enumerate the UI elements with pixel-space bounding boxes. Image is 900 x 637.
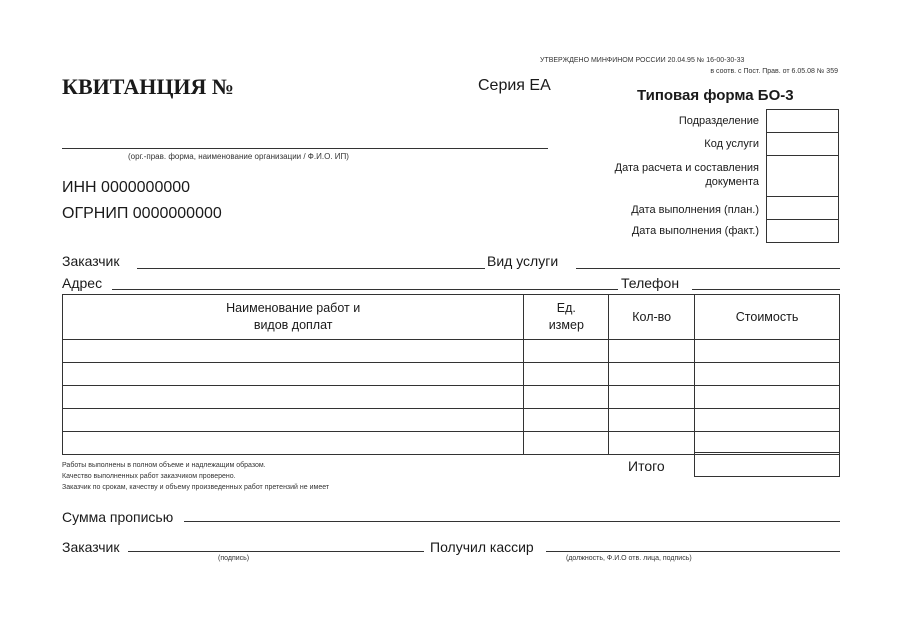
sum-words-label: Сумма прописью (62, 509, 174, 525)
note-line-2: Качество выполненных работ заказчиком проверено. (62, 473, 236, 480)
customer-signature-caption: (подпись) (218, 555, 250, 562)
service-type-label: Вид услуги (487, 253, 559, 269)
receipt-title: КВИТАНЦИЯ № (62, 74, 235, 99)
approval-line-2: в соотв. с Пост. Прав. от 6.05.08 № 359 (710, 68, 838, 75)
signature-customer-label: Заказчик (62, 539, 120, 555)
address-label: Адрес (62, 275, 103, 291)
cashier-signature-caption: (должность, Ф.И.О отв. лица, подпись) (566, 555, 692, 562)
side-label-fact-date: Дата выполнения (факт.) (631, 225, 759, 237)
table-cell[interactable] (524, 432, 609, 455)
table-cell[interactable] (63, 432, 524, 455)
table-cell[interactable] (524, 363, 609, 386)
sum-words-line[interactable] (184, 521, 840, 522)
table-cell[interactable] (695, 409, 840, 432)
customer-line[interactable] (137, 268, 485, 269)
header-cost: Стоимость (695, 295, 840, 340)
cashier-label: Получил кассир (430, 539, 534, 555)
table-cell[interactable] (609, 340, 695, 363)
approval-line-1: УТВЕРЖДЕНО МИНФИНОМ РОССИИ 20.04.95 № 16-00-30-33 (540, 57, 745, 64)
table-cell[interactable] (609, 432, 695, 455)
table-cell[interactable] (695, 386, 840, 409)
address-line[interactable] (112, 289, 618, 290)
table-cell[interactable] (609, 409, 695, 432)
side-label-plan-date: Дата выполнения (план.) (631, 204, 759, 216)
header-quantity: Кол-во (609, 295, 695, 340)
table-header-row (63, 295, 840, 340)
table-cell[interactable] (63, 340, 524, 363)
form-type: Типовая форма БО-3 (637, 87, 794, 104)
service-code-box[interactable] (766, 132, 839, 156)
organization-caption: (орг.-прав. форма, наименование организации / Ф.И.О. ИП) (128, 152, 349, 161)
table-cell[interactable] (524, 386, 609, 409)
table-cell[interactable] (609, 363, 695, 386)
customer-label: Заказчик (62, 253, 120, 269)
header-unit: Ед. измер (524, 295, 609, 340)
plan-date-box[interactable] (766, 196, 839, 220)
customer-signature-line[interactable] (128, 551, 424, 552)
phone-label: Телефон (621, 275, 680, 291)
organization-line[interactable] (62, 148, 548, 149)
series-label: Серия ЕА (478, 77, 551, 94)
table-row (63, 386, 840, 409)
note-line-3: Заказчик по срокам, качеству и объему произведенных работ претензий не имеет (62, 484, 330, 491)
side-label-calc-date: Дата расчета и составления документа (614, 162, 759, 188)
service-type-line[interactable] (576, 268, 840, 269)
note-line-1: Работы выполнены в полном объеме и надлежащим образом. (62, 462, 266, 469)
table-cell[interactable] (524, 340, 609, 363)
table-cell[interactable] (609, 386, 695, 409)
calc-date-box[interactable] (766, 155, 839, 197)
table-cell[interactable] (63, 363, 524, 386)
table-row (63, 409, 840, 432)
department-box[interactable] (766, 109, 839, 133)
table-row (63, 363, 840, 386)
total-box[interactable] (694, 452, 840, 477)
table-cell[interactable] (524, 409, 609, 432)
header-work-name: Наименование работ и видов доплат (63, 295, 524, 340)
table-cell[interactable] (695, 363, 840, 386)
fact-date-box[interactable] (766, 219, 839, 243)
cashier-signature-line[interactable] (546, 551, 840, 552)
ogrnip-value: ОГРНИП 0000000000 (62, 205, 222, 222)
table-cell[interactable] (63, 386, 524, 409)
total-label: Итого (628, 458, 665, 474)
table-cell[interactable] (63, 409, 524, 432)
inn-value: ИНН 0000000000 (62, 179, 191, 196)
table-row (63, 340, 840, 363)
phone-line[interactable] (692, 289, 840, 290)
side-label-department: Подразделение (678, 115, 759, 127)
table-cell[interactable] (695, 340, 840, 363)
items-table (62, 294, 840, 455)
side-label-service-code: Код услуги (704, 138, 759, 150)
